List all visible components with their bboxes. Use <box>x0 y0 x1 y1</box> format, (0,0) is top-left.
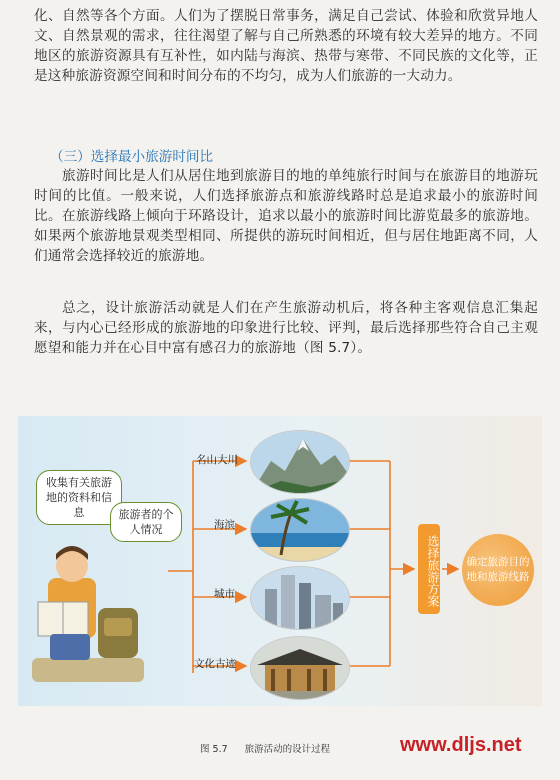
destination-circle <box>462 534 534 606</box>
choose-plan-box: 选择旅游方案 <box>418 524 440 614</box>
caption-number: 图 5.7 <box>200 744 228 755</box>
section-heading: （三）选择最小旅游时间比 <box>50 149 214 165</box>
label-city: 城市 <box>214 588 235 600</box>
heritage-photo <box>250 636 350 700</box>
figure-5-7 <box>18 416 542 706</box>
caption-title: 旅游活动的设计过程 <box>244 744 331 755</box>
label-seaside: 海滨 <box>214 519 235 531</box>
site-watermark: www.dljs.net <box>400 734 522 756</box>
seaside-photo <box>250 498 350 562</box>
paragraph-1: 化、自然等各个方面。人们为了摆脱日常事务，满足自己尝试、体验和欣赏异地人文、自然景观的需求，往往渴望了解与自己所熟悉的环境有较大差异的地方。不同地区的旅游资源具有互补性，如内陆与海滨、热带与寒带、不同民族的文化等，正是这种旅游资源空间和时间分布的不均匀，成为人们旅游的一大动力。 <box>34 8 538 84</box>
label-heritage: 文化古迹 <box>194 658 236 670</box>
city-photo <box>250 566 350 630</box>
label-mountains: 名山大川 <box>196 454 238 466</box>
figure-caption <box>200 741 330 755</box>
paragraph-3: 总之，设计旅游活动就是人们在产生旅游动机后，将各种主客观信息汇集起来，与内心已经形成的旅游地的印象进行比较、评判，最后选择那些符合自己主观愿望和能力并在心目中富有感召力的旅游地（图 5.7）。 <box>34 300 538 356</box>
traveler-illustration <box>28 538 148 688</box>
bubble-personal-situation: 旅游者的个人情况 <box>110 502 182 542</box>
paragraph-2: 旅游时间比是人们从居住地到旅游目的地的单纯旅行时间与在旅游目的地游玩时间的比值。一般来说，人们选择旅游点和旅游线路时总是追求最小的旅游时间比。在旅游线路上倾向于环路设计，追求以最小的旅游时间比游览最多的旅游地。如果两个旅游地景观类型相同、所提供的游玩时间相近，但与居住地距离不同，人们通常会选择较近的旅游地。 <box>34 168 538 264</box>
bubble-collect-info: 收集有关旅游地的资料和信息 <box>36 470 122 525</box>
destination-label: 确定旅游目的地和旅游线路 <box>466 556 530 583</box>
mountain-photo <box>250 430 350 494</box>
